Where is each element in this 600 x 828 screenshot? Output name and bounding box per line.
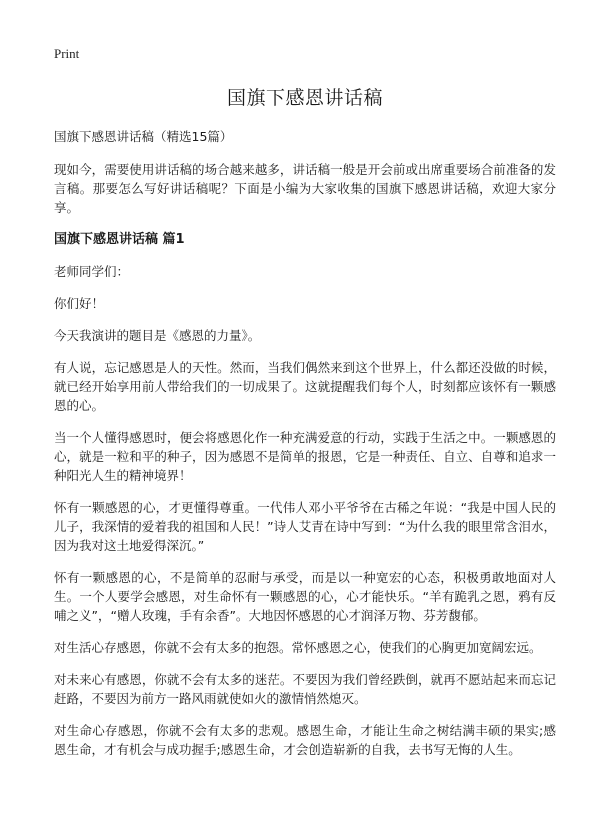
body-paragraph: 有人说，忘记感恩是人的天性。然而，当我们偶然来到这个世界上，什么都还没做的时候，就已经开始享用前人带给我们的一切成果了。这就提醒我们每个人，时刻都应该怀有一颗感恩的心。 <box>54 360 556 413</box>
section-heading: 国旗下感恩讲话稿 篇1 <box>54 232 185 247</box>
page-title: 国旗下感恩讲话稿 <box>226 87 383 109</box>
body-paragraph: 对生命心存感恩，你就不会有太多的悲观。感恩生命，才能让生命之树结满丰硕的果实;感恩生命，才有机会与成功握手;感恩生命，才会创造崭新的自我，去书写无悔的人生。 <box>54 723 556 757</box>
intro-paragraph: 现如今，需要使用讲话稿的场合越来越多，讲话稿一般是开会前或出席重要场合前准备的发言稿。那要怎么写好讲话稿呢？下面是小编为大家收集的国旗下感恩讲话稿，欢迎大家分享。 <box>54 162 556 215</box>
body-paragraph: 对未来心有感恩，你就不会有太多的迷茫。不要因为我们曾经跌倒，就再不愿站起来而忘记赶路，不要因为前方一路风雨就使如火的激情悄然熄灭。 <box>54 672 556 706</box>
body-paragraph: 怀有一颗感恩的心，才更懂得尊重。一代伟人邓小平爷爷在古稀之年说：“我是中国人民的儿子，我深情的爱着我的祖国和人民！”诗人艾青在诗中写到：“为什么我的眼里常含泪水，因为我对这土地爱得深沉。” <box>54 500 556 553</box>
document-subtitle: 国旗下感恩讲话稿（精选15篇） <box>54 129 233 144</box>
topic-paragraph: 今天我演讲的题目是《感恩的力量》。 <box>54 328 261 343</box>
body-paragraph: 当一个人懂得感恩时，便会将感恩化作一种充满爱意的行动，实践于生活之中。一颗感恩的心，就是一粒和平的种子，因为感恩不是简单的报恩，它是一种责任、自立、自尊和追求一种阳光人生的精神境界！ <box>54 430 556 483</box>
salutation-paragraph: 老师同学们： <box>54 264 130 279</box>
body-paragraph: 怀有一颗感恩的心，不是简单的忍耐与承受，而是以一种宽宏的心态，积极勇敢地面对人生。一个人要学会感恩，对生命怀有一颗感恩的心，心才能快乐。“羊有跪乳之恩，鸦有反哺之义”，“赠人玫瑰，手有余香”。大地因怀感恩的心才润泽万物、芬芳馥郁。 <box>54 570 556 623</box>
greeting-paragraph: 你们好！ <box>54 296 105 311</box>
body-paragraph: 对生活心存感恩，你就不会有太多的抱怨。常怀感恩之心，使我们的心胸更加宽阔宏远。 <box>54 640 542 655</box>
print-link[interactable]: Print <box>54 46 80 61</box>
